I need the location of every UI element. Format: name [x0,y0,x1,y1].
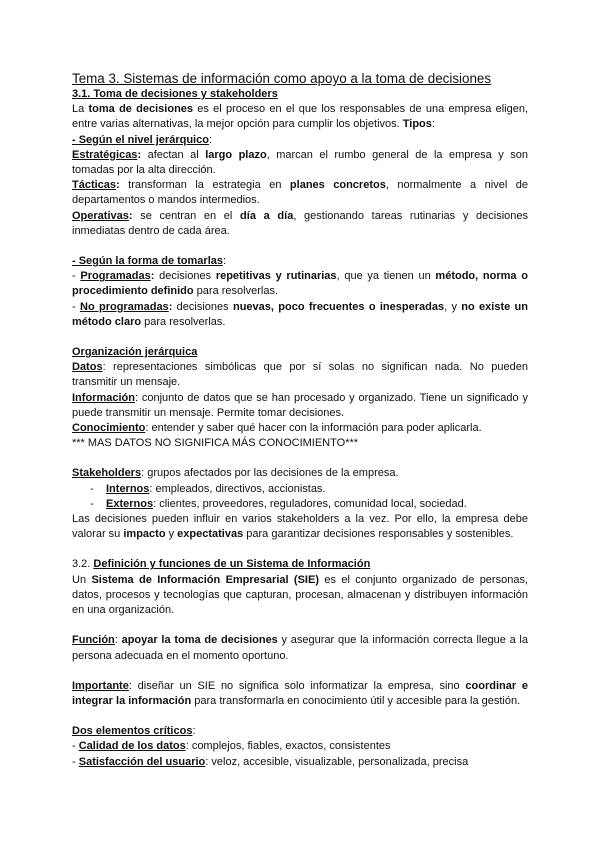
spacer [72,451,528,466]
subheading-organizacion-jerarquica: Organización jerárquica [72,346,198,359]
document-title: Tema 3. Sistemas de información como apoyo a la toma de decisiones [72,71,492,86]
definition-operativas: Operativas: se centran en el día a día, gestionando tareas rutinarias y decisiones inmediatas dentro de cada área. [72,209,528,237]
subheading-forma-tomarlas: - Según la forma de tomarlas: [72,255,227,268]
section-heading-3-2: 3.2. Definición y funciones de un Sistema de Información [72,558,371,571]
definition-sie: Un Sistema de Información Empresarial (SIE) es el conjunto organizado de personas, datos, procesos y tecnologías que capturan, procesan, almacenan y distribuyen información en una organización. [72,573,528,617]
definition-informacion: Información: conjunto de datos que se han procesado y organizado. Tiene un significado y puede transmitir un mensaje. Permite tomar decisiones. [72,391,528,419]
list-item: - Externos: clientes, proveedores, reguladores, comunidad local, sociedad. [90,497,528,512]
subheading-elementos-criticos: Dos elementos críticos: [72,725,196,738]
list-item: - Internos: empleados, directivos, accionistas. [90,482,528,497]
definition-stakeholders: Stakeholders: grupos afectados por las decisiones de la empresa. [72,467,399,480]
stakeholders-outro: Las decisiones pueden influir en varios stakeholders a la vez. Por ello, la empresa debe valorar su impacto y expectativas para garantizar decisiones responsables y sostenibles. [72,513,528,541]
definition-no-programadas: - No programadas: decisiones nuevas, poco frecuentes o inesperadas, y no existe un método claro para resolverlas. [72,300,528,328]
spacer [72,709,528,724]
spacer [72,664,528,679]
spacer [72,330,528,345]
spacer [72,618,528,633]
spacer [72,239,528,254]
definition-conocimiento: Conocimiento: entender y saber qué hacer con la información para poder aplicarla. [72,422,482,435]
note-datos-conocimiento: *** MAS DATOS NO SIGNIFICA MÁS CONOCIMIENTO*** [72,437,359,450]
spacer [72,542,528,557]
definition-tacticas: Tácticas: transforman la estrategia en planes concretos, normalmente a nivel de departamentos o mandos intermedios. [72,179,528,207]
definition-estrategicas: Estratégicas: afectan al largo plazo, marcan el rumbo general de la empresa y son tomadas por la alta dirección. [72,148,528,177]
stakeholders-list [72,482,528,512]
intro-paragraph: La toma de decisiones es el proceso en el que los responsables de una empresa eligen, entre varias alternativas, la mejor opción para cumplir los objetivos. Tipos: [72,103,528,131]
definition-datos: Datos: representaciones simbólicas que por sí solas no significan nada. No pueden transmitir un mensaje. [72,361,528,389]
definition-importante: Importante: diseñar un SIE no significa solo informatizar la empresa, sino coordinar e integrar la información para transformarla en conocimiento útil y accesible para la gestión. [72,679,528,707]
section-heading-3-1: 3.1. Toma de decisiones y stakeholders [72,88,278,100]
list-item-satisfaccion-usuario: - Satisfacción del usuario: veloz, accesible, visualizable, personalizada, precisa [72,755,469,768]
definition-funcion: Función: apoyar la toma de decisiones y asegurar que la información correcta llegue a la persona adecuada en el momento oportuno. [72,634,528,662]
definition-programadas: - Programadas: decisiones repetitivas y rutinarias, que ya tienen un método, norma o procedimiento definido para resolverlas. [72,270,528,298]
subheading-nivel-jerarquico: - Según el nivel jerárquico: [72,133,212,146]
list-item-calidad-datos: - Calidad de los datos: complejos, fiables, exactos, consistentes [72,740,391,753]
